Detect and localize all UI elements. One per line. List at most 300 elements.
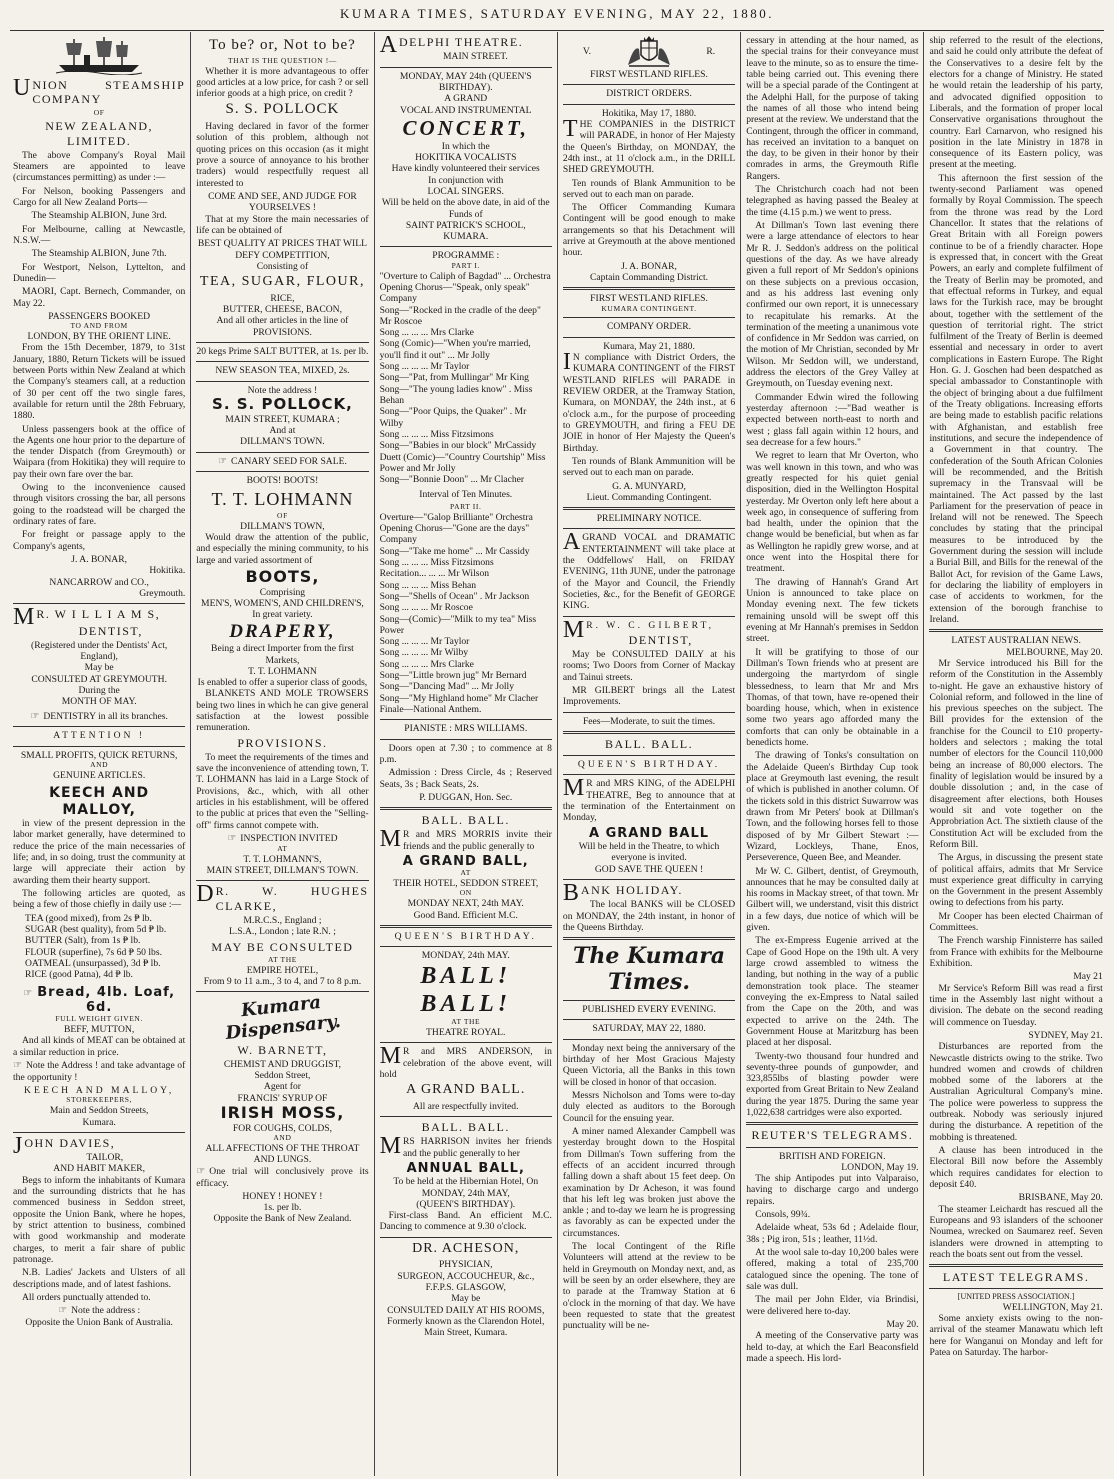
god-save: GOD SAVE THE QUEEN ! xyxy=(594,863,704,875)
r-letter: R. xyxy=(706,46,716,58)
union-text: MAORI, Capt. Bernech, Commander, on May 22. xyxy=(13,286,186,309)
bank-text: The local BANKS will be CLOSED on MONDAY, the 24th instant, in honor of the Queens Birthday. xyxy=(562,899,736,933)
programme-item: Song—"Pat, from Mullingar" Mr King xyxy=(379,372,529,384)
price-list xyxy=(13,913,185,981)
aus-text: The French warship Finnisterre has sailed from France with exhibits for the Melbourne Exhibition. xyxy=(929,935,1103,969)
aus-text: A clause has been introduced in the Electoral Bill now before the Assembly which requires candidates for election to deposit £40. xyxy=(929,1145,1103,1190)
harrison-text: RS HARRISON invites her friends and the public generally to her xyxy=(402,1136,552,1159)
programme-item: Song—"Take me home" ... Mr Cassidy xyxy=(379,545,530,557)
company-text: N compliance with District Orders, the KUMARA CONTINGENT of the FIRST WESTLAND RIFLES will PARADE in REVIEW ORDER, at the Tramway Station, Kumara, on MONDAY, the 24th inst., at 6 o'clock a.m., for the purpose of proceeding to GREYMOUTH, and firing a FEU DE JOIE in honor of Her Majesty the Queen's Birthday. xyxy=(562,352,736,454)
gilbert-text: MR GILBERT brings all the Latest Improvements. xyxy=(562,685,736,708)
telegram-text: The ship Antipodes put into Valparaiso, having to discharge cargo and undergo repairs. xyxy=(746,1173,919,1207)
queens-birthday: QUEEN'S BIRTHDAY. xyxy=(394,930,537,942)
programme-item: Song—"Babies in our block" MrCassidy xyxy=(379,440,537,452)
programme-item: Duett (Comic)—"Country Courtship" Miss Power and Mr Jolly xyxy=(379,451,546,474)
honey: HONEY ! HONEY ! xyxy=(242,1190,323,1202)
note-address: Note the address ! xyxy=(247,384,318,396)
union-text: The above Company's Royal Mail Steamers are appointed to leave (circumstances permitting) as under :— xyxy=(13,149,186,184)
union-text: For Melbourne, calling at Newcastle, N.S.W.— xyxy=(13,223,186,246)
news-text: Twenty-two thousand four hundred and seventy-three pounds of gunpowder, and 323,855lbs of blasting powder were exported from Great Britain to New Zealand during the year 1875. During the same year 1,022,638 cartridges were also exported. xyxy=(746,1050,919,1119)
theatre-royal: THEATRE ROYAL. xyxy=(426,1027,506,1039)
and: AND xyxy=(273,1133,292,1143)
kumara-contingent: KUMARA CONTINGENT. xyxy=(601,303,697,313)
price-item: FLOUR (superfine), 7s 6d ₱ 50 lbs. xyxy=(25,946,162,958)
williams-text: (Registered under the Dentists' Act, England), xyxy=(31,639,168,662)
chemist: CHEMIST AND DRUGGIST, xyxy=(223,1058,342,1070)
ball-big: BALL! BALL! xyxy=(420,962,512,1017)
surgeon: SURGEON, ACCOUCHEUR, &c., xyxy=(397,1270,535,1282)
dateline: LONDON, May 19. xyxy=(841,1161,919,1173)
attention-heading: ATTENTION ! xyxy=(53,730,146,742)
williams-dentist: DENTIST, xyxy=(78,623,143,638)
provisions: PROVISIONS. xyxy=(252,326,312,338)
genuine-articles: GENUINE ARTICLES. xyxy=(53,769,146,781)
davies-title: OHN DAVIES, xyxy=(24,1135,116,1150)
news-text: The ex-Empress Eugenie arrived at the Cape of Good Hope on the 19th ult. A very large crowd assembled to witness the landing, but nothing in the way of a public demonstration took place. The steamer conveying the ex-Empress to Natal sailed from the Cape on the 20th, and was expected to arrive on the 24th. The Government House at Maritzburg has been placed at her disposal. xyxy=(746,935,919,1049)
opposite-bank: Opposite the Bank of New Zealand. xyxy=(213,1213,352,1225)
full-weight: FULL WEIGHT GIVEN. xyxy=(55,1014,143,1024)
column-2: To be? or, Not to be? THAT IS THE QUESTION !— Whether it is more advantageous to offer good articles at a low price, for cash ? or sell inferior goods at a high price, on credit ? S. S. POLLOCK Having declared in favor of the former solution of this problem, although not quoting prices on this occasion (as it might prove a source of annoyance to his brother traders) would respectfully request all interested to COME AND SEE, AND JUDGE FOR YOURSELVES ! That at my Store the main necessaries of life can be obtained of BEST QUALITY AT PRICES THAT WILL DEFY COMPETITION, Consisting of TEA, SUGAR, FLOUR, RICE, BUTTER, CHEESE, BACON, And all other articles in the line of PROVISIONS. 20 kegs Prime SALT BUTTER, at 1s. per lb. NEW SEASON TEA, MIXED, 2s. Note the address ! S. S. POLLOCK, MAIN STREET, KUMARA ; And at DILLMAN'S TOWN. ☞ CANARY SEED FOR SALE. BOOTS! BOOTS! T. T. LOHMANN OF DILLMAN'S TOWN, Would draw the attention of the public, and especially the mining community, to his large and varied assortment of BOOTS, Comprising MEN'S, WOMEN'S, AND CHILDREN'S, In great variety. DRAPERY, Being a direct Importer from the first Markets, T. T. LOHMANN Is enabled to offer a superior class of goods, BLANKETS AND MOLE TROWSERS being two lines in which he can give general satisfaction at the lowest possible remuneration. PROVISIONS. To meet the requirements of the times and save the inconvenience of attending town, T. T. LOHMANN has laid in a Large Stock of Provisions, &c., which, with all other articles in his establishment, will be offered to the public at prices that even the "Selling-off" firms cannot compete with. ☞ INSPECTION INVITED AT T. T. LOHMANN'S, MAIN STREET, DILLMAN'S TOWN. D R. W. HUGHES CLARKE, M.R.C.S., England ; L.S.A., London ; late R.N. ; MAY BE CONSULTED AT THE EMPIRE HOTEL, From 9 to 11 a.m., 3 to 4, and 7 to 8 p.m. Kumara Dispensary. W. BARNETT, CHEMIST AND DRUGGIST, Seddon Street, Agent for FRANCIS' SYRUP OF IRISH MOSS, FOR COUGHS, COLDS, AND ALL AFFECTIONS OF THE THROAT AND LUNGS. ☞ One trial will conclusively prove its efficacy. HONEY ! HONEY ! 1s. per lb. Opposite the Bank of New Zealand. xyxy=(191,32,374,1476)
v-letter: V. xyxy=(582,46,591,58)
williams-text: CONSULTED AT GREYMOUTH. xyxy=(31,673,167,685)
gilbert-text: May be CONSULTED DAILY at his rooms; Two Doors from Corner of Mackay and Tainui streets. xyxy=(562,649,736,683)
main-dillman: MAIN STREET, DILLMAN'S TOWN. xyxy=(206,865,359,876)
passengers-sub: TO AND FROM xyxy=(70,321,128,331)
mens-womens: MEN'S, WOMEN'S, AND CHILDREN'S, xyxy=(201,598,364,610)
provisions-title: PROVISIONS. xyxy=(237,735,328,750)
lohmanns: T. T. LOHMANN'S, xyxy=(243,853,322,865)
dateline: SYDNEY, May 21. xyxy=(1028,1029,1103,1041)
barnett: W. BARNETT, xyxy=(237,1042,328,1057)
union-text: For Nelson, booking Passengers and Cargo for all New Zealand Ports— xyxy=(13,185,186,209)
their-hotel: THEIR HOTEL, SEDDON STREET, xyxy=(393,878,539,890)
come-see: COME AND SEE, AND JUDGE FOR YOURSELVES ! xyxy=(208,191,357,214)
steamship-icon xyxy=(54,35,144,75)
at-the: AT THE xyxy=(451,1017,481,1027)
price-item: SUGAR (best quality), from 5d ₱ lb. xyxy=(25,923,167,935)
district-orders: DISTRICT ORDERS. xyxy=(606,88,692,100)
news-text: It will be gratifying to those of our Dillman's Town friends who at present are undergoing the martyrdom of single blessedness, to learn that Mr and Mrs Thomas, of that town, have re-opened their boarding house, which, when in existence some two years ago afforded many the comforts that can only be obtainable in a benedicts home. xyxy=(746,646,919,749)
irish-moss: IRISH MOSS, xyxy=(220,1103,345,1123)
conjunction: In conjunction with xyxy=(428,174,504,186)
editorial-text: Messrs Nicholson and Toms were to-day duly elected as auditors to the Borough Council for the ensuing year. xyxy=(562,1090,736,1124)
consisting: Consisting of xyxy=(256,260,309,272)
lohmann-title: T. T. LOHMANN xyxy=(211,488,354,509)
aus-text: Disturbances are reported from the Newcastle districts owing to the strike. Two hundred women and crowds of children mobbed some of the laborers at the Australian Agricultural Company's mine. The police were powerless to suppress the outbreak. Nobody was seriously injured during the disturbance. A repetition of the mobbing is threatened. xyxy=(929,1041,1103,1143)
dateline: WELLINGTON, May 21. xyxy=(1002,1301,1103,1313)
munyard-title: Lieut. Commanding Contingent. xyxy=(586,491,712,503)
programme-item: Song ... ... ... Miss Fitzsimons xyxy=(379,556,494,568)
boots-title: BOOTS, xyxy=(245,566,320,586)
aus-text: The steamer Leichardt has rescued all the Europeans and 93 islanders of the schooner Noumea, wrecked on Saumarez reef. Seven islanders were drowned in attempting to reach the boats sent out from the vessel. xyxy=(929,1203,1103,1260)
united-press: [UNITED PRESS ASSOCIATION.] xyxy=(957,1292,1075,1302)
latest-australian: LATEST AUSTRALIAN NEWS. xyxy=(951,635,1081,647)
agent-location: Greymouth. xyxy=(139,587,186,599)
programme-item: Opening Chorus—"Gone are the days" Company xyxy=(379,523,530,546)
pointing-hand-icon: ☞ xyxy=(23,987,34,999)
pointing-hand-icon: ☞ xyxy=(218,455,227,467)
programme-item: Recitation... ... ... Mr Wilson xyxy=(379,568,490,580)
ball-heading: BALL. BALL. xyxy=(604,737,694,751)
monday-24: MONDAY, 24th MAY. xyxy=(421,950,510,962)
newspaper-page xyxy=(8,32,1108,1476)
pointing-hand-icon: ☞ xyxy=(30,710,40,722)
dateline: May 20. xyxy=(886,1318,919,1330)
duggan: P. DUGGAN, Hon. Sec. xyxy=(419,791,513,803)
agent-for: Agent for xyxy=(263,1081,301,1093)
davies-text: Begs to inform the inhabitants of Kumara and the surrounding districts that he has commenced business in Seddon street, opposite the Union Bank, where he hopes, by strict attention to business, combined with good workmanship and moderate charges, to merit a fair share of public patronage. xyxy=(13,1174,186,1265)
dillmans: DILLMAN'S TOWN. xyxy=(240,436,325,448)
empire-hotel: EMPIRE HOTEL, xyxy=(246,964,319,976)
aus-text: Mr Service introduced his Bill for the reform of the Constitution in the Assembly to-night. He gave an exhaustive history of Colonial reform, and followed in the line of his previous speeches on the subject. The Bill provides for the extension of the franchise for the Council to £10 property-holders and selectors ; making the total number of electors for the Council 110,000 being an increase of 80,000 electors. The finality of legislation would be insured by a double dissolution ; and, in the case of disagreement after elections, both Houses would sit and vote together on the Approbriation Act. The sixtieth clause of the Constitution Act will be excluded from the Reform Bill. xyxy=(929,657,1103,850)
volunteered: Have kindly volunteered their services xyxy=(391,163,540,175)
small-profits: SMALL PROFITS, QUICK RETURNS, xyxy=(20,749,178,761)
column-6 xyxy=(924,32,1107,1476)
at-the: AT THE xyxy=(267,954,297,964)
tobe-text: Whether it is more advantageous to offer good articles at a low price, for cash ? or sell inferior goods at a high price, on credit ? xyxy=(196,65,369,100)
programme-item: Song—"Shells of Ocean" . Mr Jackson xyxy=(379,590,530,602)
held-text: Will be held on the above date, in aid of the Funds of xyxy=(381,197,550,220)
davies-note: Note the address : xyxy=(71,1305,141,1317)
order-date: Hokitika, May 17, 1880. xyxy=(601,107,697,119)
orders-text: HE COMPANIES in the DISTRICT will PARADE, in honor of Her Majesty the Queen's Birthday, on MONDAY, the 24th inst., at 11 o'clock a.m., in the DRILL SHED GREYMOUTH. xyxy=(562,118,736,176)
of: OF xyxy=(277,510,288,520)
union-text: The Steamship ALBION, June 3rd. xyxy=(31,210,167,222)
williams-text: May be xyxy=(84,662,114,674)
programme-item: Song ... ... ... Mr Roscoe xyxy=(379,602,473,614)
programme-item: Song (Comic)—"When you're married, you'll find it out" ... Mr Jolly xyxy=(379,338,531,361)
munyard-sign: G. A. MUNYARD, xyxy=(612,480,686,492)
pollock-title: S. S. POLLOCK xyxy=(225,101,340,118)
order-date-2: Kumara, May 21, 1880. xyxy=(603,340,695,352)
consulted: MAY BE CONSULTED xyxy=(211,939,354,954)
column-5 xyxy=(741,32,924,1476)
latest-telegrams: LATEST TELEGRAMS. xyxy=(942,1270,1090,1285)
issue-date: SATURDAY, MAY 22, 1880. xyxy=(592,1023,706,1035)
keech-text: The following articles are quoted, as being a few of those chiefly in daily use :— xyxy=(13,888,186,911)
williams-branches: DENTISTRY in all its branches. xyxy=(43,710,168,722)
preliminary-notice: PRELIMINARY NOTICE. xyxy=(596,513,702,525)
programme-item: "Overture to Caliph of Bagdad" ... Orchestra xyxy=(379,270,551,282)
reuters-heading: REUTER'S TELEGRAMS. xyxy=(751,1128,914,1143)
doors-text: Doors open at 7.30 ; to commence at 8 p.m. xyxy=(379,742,552,765)
all-invited: All are respectfully invited. xyxy=(412,1100,519,1112)
editorial-text: A miner named Alexander Campbell was yesterday brought down to the Hospital from Dillman's Town suffering from the effects of an accident incurred through falling down a shaft about 15 feet deep. On examination by Dr Acheson, it was found that his left leg was broken just above the ankle ; and to-day we learn he is progressing as favorably as can be expected under the circumstances. xyxy=(562,1125,736,1239)
telegram-text: The mail per John Elder, via Brindisi, were delivered here to-day. xyxy=(746,1294,919,1317)
royal-crest-icon xyxy=(624,35,674,69)
boots-heading: BOOTS! BOOTS! xyxy=(246,475,319,487)
bank-holiday: ANK HOLIDAY. xyxy=(580,882,683,897)
dateline: MELBOURNE, May 20. xyxy=(1006,646,1103,658)
price-item: TEA (good mixed), from 2s ₱ lb. xyxy=(25,912,152,924)
published: PUBLISHED EVERY EVENING. xyxy=(582,1004,716,1016)
programme-item: Song—"My Highland home" Mr Clacher xyxy=(379,692,539,704)
price-item: RICE (good Patna), 4d ₱ lb. xyxy=(25,969,133,981)
news-text: cessary in attending at the hour named, as the special trains for their conveyance must leave to the minute, so as to ensure the time-table being carried out. This evening there will be a special parade of the Contingent at the Adelphi Hall, for the purpose of taking the names of all those who intend being present at the review. We understand that the Contingent, through the officer in command, has received an invitation to a banquet on the day, to be given in their honor by their comrades in arms, the Greymouth Rifle Rangers. xyxy=(746,35,919,182)
bonar-sign: J. A. BONAR, xyxy=(621,260,677,272)
hibernian: To be held at the Hibernian Hotel, On MONDAY, 24th MAY, xyxy=(393,1176,539,1199)
programme-item: Song—"Little brown jug" Mr Bernard xyxy=(379,670,527,682)
union-of: OF xyxy=(93,107,105,117)
st-patrick: SAINT PATRICK'S SCHOOL, xyxy=(405,219,526,231)
programme-item: Overture—"Galop Brilliante" Orchestra xyxy=(379,511,533,523)
formerly: Formerly known as the Clarendon Hotel, Main Street, Kumara. xyxy=(387,1315,545,1339)
agent-name: NANCARROW and CO., xyxy=(49,576,149,588)
programme-item: Song ... ... ... Miss Behan xyxy=(379,579,477,591)
news-text: At Dillman's Town last evening there were a large attendance of electors to hear Mr R. J. Seddon's address on the political questions of the day. As we have already given a full report of Mr Seddon's opinions on these subjects on a previous occasion, and as his address last evening only confirmed our own report, it is unnecessary to recapitulate his remarks. At the termination of the meeting a unanimous vote of confidence in Mr Seddon was carried, on the motion of Mr Christian, seconded by Mr Wilson. Mr Seddon will, we understand, address the electors of the Grey Valley at Greymouth, on Tuesday evening next. xyxy=(746,220,919,390)
at: AT xyxy=(460,868,471,878)
masthead: KUMARA TIMES, SATURDAY EVENING, MAY 22, 1880. xyxy=(340,6,774,21)
pollock-text: That at my Store the main necessaries of life can be obtained of xyxy=(196,213,369,236)
butter-cheese: BUTTER, CHEESE, BACON, xyxy=(222,304,343,316)
davies-text: All orders punctually attended to. xyxy=(22,1291,151,1303)
anderson-text: R and MRS ANDERSON, in celebration of the above event, will hold xyxy=(379,1046,552,1080)
main-street: MAIN STREET. xyxy=(442,51,508,63)
tea-sugar-flour: TEA, SUGAR, FLOUR, xyxy=(199,274,365,290)
at: AT xyxy=(277,843,288,853)
pointing-hand-icon: ☞ xyxy=(13,1059,22,1071)
good-band: Good Band. Efficient M.C. xyxy=(413,909,518,921)
gilbert-title: R. W. C. GILBERT, xyxy=(586,619,715,631)
hokitika-vocalists: HOKITIKA VOCALISTS xyxy=(415,151,517,163)
monday-date: MONDAY, MAY 24th (QUEEN'S BIRTHDAY). xyxy=(399,70,532,93)
davies-text: N.B. Ladies' Jackets and Ulsters of all descriptions made, and of latest fashions. xyxy=(13,1267,186,1290)
francis: FRANCIS' SYRUP OF xyxy=(237,1092,328,1104)
clarke-mrcs: M.R.C.S., England ; xyxy=(243,914,322,926)
admission-text: Admission : Dress Circle, 4s ; Reserved Seats, 3s ; Back Seats, 2s. xyxy=(379,767,552,790)
affections: ALL AFFECTIONS OF THE THROAT AND LUNGS. xyxy=(205,1143,360,1166)
storekeepers: STOREKEEPERS, xyxy=(66,1095,133,1105)
passengers-text: Owing to the inconvenience caused through visitors crossing the bar, all persons going to the roadstead will be charged the ordinary rates of fare. xyxy=(13,482,186,527)
pointing-hand-icon: ☞ xyxy=(227,833,237,845)
provisions-text: To meet the requirements of the times and save the inconvenience of attending town, T. T. LOHMANN has laid in a Large Stock of Provisions, &c., which, with all other articles in his establishment, will be offered to the public at prices that even the "Selling-off" firms cannot compete with. xyxy=(196,751,369,831)
news-text: ship referred to the result of the elections, and said he could only attribute the defeat of the Conservatives to a desire felt by the electors for a change of Ministry. He stated he would retain the leadership of his party, and advocated dignified opposition to Liberals, and the formation of proper local Conservative organisations throughout the country. Earl Carnarvon, who resigned his position in the late Ministry in 1878 in consequence of its Eastern policy, was present at the meeting. xyxy=(929,35,1103,171)
beef-mutton: BEFF, MUTTON, xyxy=(64,1024,135,1036)
keech-signature: KEECH AND MALLOY, xyxy=(24,1085,175,1097)
union-text: For Westport, Nelson, Lyttelton, and Dunedin— xyxy=(13,261,186,284)
keech-town: Kumara. xyxy=(82,1116,116,1128)
part-1: PART I. xyxy=(451,260,480,270)
programme-item: Opening Chorus—"Speak, only speak" Company xyxy=(379,281,530,305)
pianiste: PIANISTE : MRS WILLIAMS. xyxy=(404,723,528,735)
union-nz: NEW ZEALAND, LIMITED. xyxy=(45,119,154,148)
programme-item: Song ... ... ... Mr Wilby xyxy=(379,647,469,659)
bread-price: Bread, 4lb. Loaf, 6d. xyxy=(37,984,176,1015)
programme-item: Song—"The young ladies know" . Miss Behan xyxy=(379,383,533,407)
davies-habit: AND HABIT MAKER, xyxy=(53,1163,146,1175)
aus-text: The Argus, in discussing the present state of political affairs, admits that Mr Service must experience great difficulty in carrying on the Government in the present Assembly owing to defections from his party. xyxy=(929,852,1103,909)
telegram-text: Some anxiety exists owing to the non-arrival of the steamer Manawatu which left here for Wanganui on Monday and left for Patea on Saturday. The harbor- xyxy=(929,1313,1103,1358)
column-1: UNION STEAMSHIP COMPANY OF NEW ZEALAND, LIMITED. The above Company's Royal Mail Steamers are appointed to leave (circumstances permitting) as under :— For Nelson, booking Passengers and Cargo for all New Zealand Ports— The Steamship ALBION, June 3rd. For Melbourne, calling at Newcastle, N.S.W.— The Steamship ALBION, June 7th. For Westport, Nelson, Lyttelton, and Dunedin— MAORI, Capt. Bernech, Commander, on May 22. PASSENGERS BOOKED TO AND FROM LONDON, BY THE ORIENT LINE. From the 15th December, 1879, to 31st January, 1880, Return Tickets will be issued between Ports within New Zealand at which the Company's steamers call, at a reduction of 30 per cent off the two single fares, available for return until the 28th February, 1880. Unless passengers book at the office of the Agents one hour prior to the departure of the tender Dispatch (from Greymouth) or Waipara (from Hokitika) they will require to pay their own fare over the bar. Owing to the inconvenience caused through visitors crossing the bar, all persons going to the roadstead will be charged the ordinary rates of fare. For freight or passage apply to the Company's agents, J. A. BONAR, Hokitika. NANCARROW and CO., Greymouth. M R. W I L L I A M S, DENTIST, (Registered under the Dentists' Act, England), May be CONSULTED AT GREYMOUTH. During the MONTH OF MAY. ☞ DENTISTRY in all its branches. ATTENTION ! SMALL PROFITS, QUICK RETURNS, AND GENUINE ARTICLES. KEECH AND MALLOY, in view of the present depression in the labor market generally, have determined to reduce the price of the main necessaries of life; and, in so doing, trust the community at large will appreciate their action by awarding them their hearty support. The following articles are quoted, as being a few of those chiefly in daily use :— TEA (good mixed), from 2s ₱ lb. SUGAR (best quality), from 5d ₱ lb. BUTTER (Salt), from 1s ₱ lb. FLOUR (superfine), 7s 6d ₱ 50 lbs. OATMEAL (unsurpassed), 3d ₱ lb. RICE (good Patna), 4d ₱ lb. ☞ Bread, 4lb. Loaf, 6d. FULL WEIGHT GIVEN. BEFF, MUTTON, And all kinds of MEAT can be obtained at a similar reduction in price. ☞ Note the Address ! and take advantage of the opportunity ! KEECH AND MALLOY, STOREKEEPERS, Main and Seddon Streets, Kumara. JOHN DAVIES, TAILOR, AND HABIT MAKER, Begs to inform the inhabitants of Kumara and the surrounding districts that he has commenced business in Seddon street, opposite the Union Bank, where he hopes, by strict attention to business, combined with good workmanship and moderate charges, to merit a fair share of public patronage. N.B. Ladies' Jackets and Ulsters of all descriptions made, and of latest fashions. All orders punctually attended to. ☞ Note the address : Opposite the Union Bank of Australia. xyxy=(8,32,191,1476)
passengers-text: Unless passengers book at the office of the Agents one hour prior to the departure of the tender Dispatch (from Greymouth) or Waipara (from Hokitika) they will require to pay their own fare over the bar. xyxy=(13,423,186,480)
programme-item: Song ... ... ... Miss Fitzsimons xyxy=(379,428,494,440)
aus-text: Mr Cooper has been elected Chairman of Committees. xyxy=(929,910,1103,934)
british-foreign: BRITISH AND FOREIGN. xyxy=(779,1150,886,1162)
held-theatre: Will be held in the Theatre, to which everyone is invited. xyxy=(578,841,720,864)
news-text: Commander Edwin wired the following yesterday afternoon :—"Bad weather is expected between north-east to north and west ; glass fall again within 12 hours, and sea decrease for a few hours." xyxy=(746,391,919,448)
agent-location: Hokitika. xyxy=(149,565,186,577)
tobe-heading: To be? or, Not to be? xyxy=(209,37,356,53)
one-trial: One trial will conclusively prove its efficacy. xyxy=(196,1165,369,1189)
news-text: This afternoon the first session of the twenty-second Parliament was opened formally by Royal Commission. The speech from the throne was read by the Lord Chancellor. It states that the relations of Great Britain with all Foreign powers continue to be of a friendly character. Hope is expressed that, in concert with the Great Powers, an early and complete fulfilment of the Treaty of Berlin may be promoted, and that effectual reforms in Turkey, and equal laws for the Turkish race, may be brought about, together with the settlement of the question of territorial right. The strict fulfilment of the Treaty of Berlin is deemed essential and necessary in order to avert complications in Eastern Europe. The Right Hon. G. J. Goschen had been despatched as special ambassador to Constantinople with the object of bringing about a due fulfilment of the Treaty obligations. Increasing efforts are being made to establish pacific relations with Afghanistan, and establish free institutions, and secure the independence of a Government in that country. The confederation of the South African Colonies will be recommended, and the British supremacy in the Transvaal will be maintained. The Act passed by the last Parliament for the preservation of peace in Ireland will not be renewed. The Speech concludes by stating that the principal measures to be introduced by the Government during the session will include a Burial Bill, and Bills for the renewal of the Ballot Act, for revision of the Game Laws, for declaring the liability of employers in case of accidents to workmen, for the extension of the borough franchise to Ireland. xyxy=(929,172,1103,625)
orient-line: LONDON, BY THE ORIENT LINE. xyxy=(27,331,171,342)
editorial-text: Monday next being the anniversary of the birthday of her Most Gracious Majesty Queen Victoria, all the Banks in this town will be closed in honor of that occasion. xyxy=(562,1042,736,1088)
prelim-text: GRAND VOCAL and DRAMATIC ENTERTAINMENT will take place at the Oddfellows' Hall, on FRIDAY EVENING, 11th JUNE, under the patronage of the Mayor and Council, the Friendly Societies, &c., for the Benefit of GEORGE KING. xyxy=(562,532,736,612)
adelphi-title: DELPHI THEATRE. xyxy=(398,35,524,49)
salt-butter: 20 kegs Prime SALT BUTTER, at 1s. per lb. xyxy=(196,345,369,357)
programme-part-2 xyxy=(380,512,552,716)
drapery-title: DRAPERY, xyxy=(229,620,336,642)
programme: PROGRAMME : xyxy=(432,250,500,262)
passengers-text: From the 15th December, 1879, to 31st January, 1880, Return Tickets will be issued between Ports within New Zealand at which the Company's steamers call, at a reduction of 30 per cent off the two single fares, available for return until the 28th February, 1880. xyxy=(13,342,186,422)
news-text: The drawing of Tonks's consultation on the Adelaide Queen's Birthday Cup took place at Greymouth last evening, the result of which is published in another column. Of the tickets sold in this district Suwarrow was drawn from Mr Peters' book at Dillman's Town, and the following horses fell to those disposed of by Mr Gilbert Stewart :—Wizard, Lockleys, Thane, Enos, Perseverence, Queen Bee, and Meander. xyxy=(746,750,919,864)
masthead-rule xyxy=(10,30,1104,31)
programme-item: Song—"Rocked in the cradle of the deep" Mr Roscoe xyxy=(379,304,541,327)
acheson-title: DR. ACHESON, xyxy=(412,1240,520,1256)
inspection: INSPECTION INVITED xyxy=(240,833,338,845)
physician: PHYSICIAN, xyxy=(438,1259,493,1271)
rifles-title-2: FIRST WESTLAND RIFLES. xyxy=(590,293,708,305)
pointing-hand-icon: ☞ xyxy=(196,1165,206,1177)
queens-paren: (QUEEN'S BIRTHDAY). xyxy=(416,1198,516,1210)
in-which: In which the xyxy=(441,140,490,152)
orders-text: The Officer Commanding Kumara Contingent will be good enough to make arrangements so that his Detachment will arrive at Greymouth at the above mentioned hour. xyxy=(562,202,736,259)
paper-title: The Kumara Times. xyxy=(573,943,726,996)
company-text: Ten rounds of Blank Ammunition will be served out to each man on parade. xyxy=(562,455,736,479)
grand-ball: A GRAND BALL, xyxy=(402,853,529,869)
note-address: Note the Address ! and take advantage of the opportunity ! xyxy=(13,1059,186,1083)
pointing-hand-icon: ☞ xyxy=(58,1305,68,1317)
news-text: Mr W. C. Gilbert, dentist, of Greymouth, announces that he may be consulted daily at his rooms in Mackay street, of that town. Mr Gilbert will, we understand, visit this district in a few days, due notice of which will be given. xyxy=(746,865,919,934)
comprising: Comprising xyxy=(259,586,306,598)
consulted-daily: CONSULTED DAILY AT HIS ROOMS, xyxy=(387,1304,545,1316)
column-4: V. R. FIRST WESTLAND RIFLES. DISTRICT ORDERS. Hokitika, May 17, 1880. THE COMPANIES in the DISTRICT will PARADE, in honor of Her Majesty the Queen's Birthday, on MONDAY, the 24th inst., at 11 o'clock a.m., in the DRILL SHED GREYMOUTH. Ten rounds of Blank Ammunition to be served out to each man on parade. The Officer Commanding Kumara Contingent will be good enough to make arrangements so that his Detachment will arrive at Greymouth at the above mentioned hour. J. A. BONAR, Captain Commanding District. FIRST WESTLAND RIFLES. KUMARA CONTINGENT. COMPANY ORDER. Kumara, May 21, 1880. I N compliance with District Orders, the KUMARA CONTINGENT of the FIRST WESTLAND RIFLES will PARADE in REVIEW ORDER, at the Tramway Station, Kumara, on MONDAY, the 24th inst., at 6 o'clock a.m., for the purpose of proceeding to GREYMOUTH, and firing a FEU DE JOIE in honor of Her Majesty the Queen's Birthday. Ten rounds of Blank Ammunition will be served out to each man on parade. G. A. MUNYARD, Lieut. Commanding Contingent. PRELIMINARY NOTICE. AGRAND VOCAL and DRAMATIC ENTERTAINMENT will take place at the Oddfellows' Hall, on FRIDAY EVENING, 11th JUNE, under the patronage of the Mayor and Council, the Friendly Societies, &c., for the Benefit of GEORGE KING. M R. W. C. GILBERT, DENTIST, May be CONSULTED DAILY at his rooms; Two Doors from Corner of Mackay and Tainui streets. MR GILBERT brings all the Latest Improvements. Fees—Moderate, to suit the times. BALL. BALL. QUEEN'S BIRTHDAY. M R and MRS KING, of the ADELPHI THEATRE, Beg to announce that at the termination of the Entertainment on Monday, A GRAND BALL Will be held in the Theatre, to which everyone is invited. GOD SAVE THE QUEEN ! BANK HOLIDAY. The local BANKS will be CLOSED on MONDAY, the 24th instant, in honor of the Queens Birthday. The Kumara Times. PUBLISHED EVERY EVENING. SATURDAY, MAY 22, 1880. Monday next being the anniversary of the birthday of her Most Gracious Majesty Queen Victoria, all the Banks in this town will be closed in honor of that occasion. Messrs Nicholson and Toms were to-day duly elected as auditors to the Borough Council for the ensuing year. A miner named Alexander Campbell was yesterday brought down to the Hospital from Dillman's Town suffering from the effects of an accident incurred through falling down a shaft about 15 feet deep. On examination by Dr Acheson, it was found that his left leg was broken just above the ankle ; and to-day we learn he is progressing as favorably as can be expected under the circumstances. The local Contingent of the Rifle Volunteers will attend at the review to be held in Greymouth on Monday next, and, as will be seen by an order elsewhere, they are to parade at the Tramway Station at 6 o'clock in the morning of that day. We have been requested to state that the greatest punctuality will be ne- xyxy=(558,32,741,1476)
telegram-text: Adelaide wheat, 53s 6d ; Adelaide flour, 38s ; Pig iron, 51s ; leather, 11½d. xyxy=(746,1222,919,1245)
beef-text: And all kinds of MEAT can be obtained at a similar reduction in price. xyxy=(13,1035,186,1058)
news-text: The drawing of Hannah's Grand Art Union is announced to take place on Monday evening next. The few tickets remaining unsold will be swept off this evening at Mr Hannah's premises in Seddon street. xyxy=(746,576,919,645)
keech-title: KEECH AND MALLOY, xyxy=(49,785,150,818)
programme-item: Song—"Bonnie Doon" ... Mr Clacher xyxy=(379,474,525,486)
and-at: And at xyxy=(269,424,296,436)
programme-item: Song ... ... ... Mrs Clarke xyxy=(379,658,474,670)
company-order: COMPANY ORDER. xyxy=(607,321,692,333)
williams-title: R. W I L L I A M S, xyxy=(36,607,161,622)
a-grand: A GRAND xyxy=(444,93,488,105)
kumara: KUMARA. xyxy=(443,231,489,243)
programme-part-1 xyxy=(380,271,552,486)
enabled: Is enabled to offer a superior class of goods, xyxy=(197,677,368,689)
and-text: AND xyxy=(90,759,109,769)
king-text: R and MRS KING, of the ADELPHI THEATRE, Beg to announce that at the termination of the Entertainment on Monday, xyxy=(562,778,736,824)
morris-text: R and MRS MORRIS invite their friends and the public generally to xyxy=(402,829,552,852)
dillmans-town: DILLMAN'S TOWN, xyxy=(240,520,325,532)
blankets-text: BLANKETS AND MOLE TROWSERS being two lines in which he can give general satisfaction at the lowest possible remuneration. xyxy=(196,688,369,734)
programme-item: Song—"Dancing Mad" ... Mr Jolly xyxy=(379,681,515,693)
interval: Interval of Ten Minutes. xyxy=(419,488,513,500)
column-3: ADELPHI THEATRE. MAIN STREET. MONDAY, MAY 24th (QUEEN'S BIRTHDAY). A GRAND VOCAL AND INSTRUMENTAL CONCERT, In which the HOKITIKA VOCALISTS Have kindly volunteered their services In conjunction with LOCAL SINGERS. Will be held on the above date, in aid of the Funds of SAINT PATRICK'S SCHOOL, KUMARA. PROGRAMME : PART I. "Overture to Caliph of Bagdad" ... Orchestra Opening Chorus—"Speak, only speak" Company Song—"Rocked in the cradle of the deep" Mr Roscoe Song ... ... ... Mrs Clarke Song (Comic)—"When you're married, you'll find it out" ... Mr Jolly Song ... ... ... Mr Taylor Song—"Pat, from Mullingar" Mr King Song—"The young ladies know" . Miss Behan Song—"Poor Quips, the Quaker" . Mr Wilby Song ... ... ... Miss Fitzsimons Song—"Babies in our block" MrCassidy Duett (Comic)—"Country Courtship" Miss Power and Mr Jolly Song—"Bonnie Doon" ... Mr Clacher Interval of Ten Minutes. PART II. Overture—"Galop Brilliante" Orchestra Opening Chorus—"Gone are the days" Company Song—"Take me home" ... Mr Cassidy Song ... ... ... Miss Fitzsimons Recitation... ... ... Mr Wilson Song ... ... ... Miss Behan Song—"Shells of Ocean" . Mr Jackson Song ... ... ... Mr Roscoe Song—(Comic)—"Milk to my tea" Miss Power Song ... ... ... Mr Taylor Song ... ... ... Mr Wilby Song ... ... ... Mrs Clarke Song—"Little brown jug" Mr Bernard Song—"Dancing Mad" ... Mr Jolly Song—"My Highland home" Mr Clacher Finale—National Anthem. PIANISTE : MRS WILLIAMS. Doors open at 7.30 ; to commence at 8 p.m. Admission : Dress Circle, 4s ; Reserved Seats, 3s ; Back Seats, 2s. P. DUGGAN, Hon. Sec. BALL. BALL. M R and MRS MORRIS invite their friends and the public generally to A GRAND BALL, AT THEIR HOTEL, SEDDON STREET, ON MONDAY NEXT, 24th MAY. Good Band. Efficient M.C. QUEEN'S BIRTHDAY. MONDAY, 24th MAY. BALL! BALL! AT THE THEATRE ROYAL. M R and MRS ANDERSON, in celebration of the above event, will hold A GRAND BALL. All are respectfully invited. BALL. BALL. MRS HARRISON invites her friends and the public generally to her ANNUAL BALL, To be held at the Hibernian Hotel, On MONDAY, 24th MAY, (QUEEN'S BIRTHDAY). First-class Band. An efficient M.C. Dancing to commence at 9.30 o'clock. DR. ACHESON, PHYSICIAN, SURGEON, ACCOUCHEUR, &c., F.F.P.S. GLASGOW, May be CONSULTED DAILY AT HIS ROOMS, Formerly known as the Clarendon Hotel, Main Street, Kumara. xyxy=(375,32,558,1476)
seddon-street: Seddon Street, xyxy=(254,1070,311,1082)
pollock-text: Having declared in favor of the former solution of this problem, although not quoting prices on this occasion (as it might prove a source of annoyance to his brother traders) would respectfully request all interested to xyxy=(196,121,369,189)
monday-next: MONDAY NEXT, 24th MAY. xyxy=(407,898,524,910)
telegram-text: A meeting of the Conservative party was held to-day, at which the Earl Beaconsfield made a speech. His lord- xyxy=(746,1330,919,1364)
programme-item: Song ... ... ... Mr Taylor xyxy=(379,361,470,373)
agent-name: J. A. BONAR, xyxy=(71,553,127,565)
rice: RICE, xyxy=(270,292,295,304)
grand-ball: A GRAND BALL xyxy=(589,825,710,841)
coughs: FOR COUGHS, COLDS, xyxy=(232,1122,333,1134)
question-subheading: THAT IS THE QUESTION !— xyxy=(227,55,337,65)
honey-price: 1s. per lb. xyxy=(263,1202,302,1214)
keech-address: Main and Seddon Streets, xyxy=(49,1105,149,1117)
telegram-text: At the wool sale to-day 10,200 bales were offered, making a total of 235,700 catalogued since the opening. The tone of sale was dull. xyxy=(746,1247,919,1292)
programme-item: Song—(Comic)—"Milk to my tea" Miss Power xyxy=(379,613,537,636)
programme-item: Song—"Poor Quips, the Quaker" . Mr Wilby xyxy=(379,406,527,429)
ffps: F.F.P.S. GLASGOW, xyxy=(425,1281,506,1293)
annual-ball: ANNUAL BALL, xyxy=(406,1160,525,1176)
editorial-text: The local Contingent of the Rifle Volunteers will attend at the review to be held in Greymouth on Monday next, and, as will be seen by an order elsewhere, they are to parade at the Tramway Station at 6 o'clock in the morning of that day. We have been requested to state that the greatest punctuality will be ne- xyxy=(562,1241,736,1332)
queens-birthday: QUEEN'S BIRTHDAY. xyxy=(577,759,721,771)
variety: In great variety. xyxy=(252,609,313,621)
a-grand-ball: A GRAND BALL. xyxy=(406,1082,526,1098)
ball-heading: BALL. BALL. xyxy=(421,813,510,828)
ball-heading-2: BALL. BALL. xyxy=(421,1120,510,1135)
keech-text: in view of the present depression in the labor market generally, have determined to reduce the price of the main necessaries of life; and, in so doing, trust the community at large will appreciate their action by awarding them their hearty support. xyxy=(13,818,186,886)
davies-address: Opposite the Union Bank of Australia. xyxy=(25,1317,173,1329)
pollock-main: MAIN STREET, KUMARA ; xyxy=(225,413,340,425)
fees: Fees—Moderate, to suit the times. xyxy=(582,715,716,727)
telegram-text: Consols, 99¾. xyxy=(755,1209,811,1221)
clarke-title: R. W. HUGHES CLARKE, xyxy=(215,884,369,913)
davies-tailor: TAILOR, xyxy=(86,1152,124,1164)
dateline: BRISBANE, May 20. xyxy=(1018,1192,1103,1204)
programme-item: Song ... ... ... Mrs Clarke xyxy=(379,327,474,339)
all-other: And all other articles in the line of xyxy=(216,315,349,327)
williams-text: MONTH OF MAY. xyxy=(61,696,137,708)
aus-text: Mr Service's Reform Bill was read a first time in the Assembly last night without a division. The debate on the second reading will commence on Tuesday. xyxy=(929,982,1103,1028)
vocal: VOCAL AND INSTRUMENTAL xyxy=(399,104,532,116)
lohmann-text: Would draw the attention of the public, and especially the mining community, to his large and varied assortment of xyxy=(196,532,369,566)
programme-item: Song ... ... ... Mr Taylor xyxy=(379,636,470,648)
on: ON xyxy=(459,888,472,898)
clarke-lsa: L.S.A., London ; late R.N. ; xyxy=(229,926,336,938)
dispensary-title: Kumara Dispensary. xyxy=(224,992,343,1045)
orders-text: Ten rounds of Blank Ammunition to be served out to each man on parade. xyxy=(562,177,736,200)
pollock-signature: S. S. POLLOCK, xyxy=(212,394,353,413)
gilbert-dentist: DENTIST, xyxy=(628,632,693,647)
first-class: First-class Band. An efficient M.C. Dancing to commence at 9.30 o'clock. xyxy=(379,1210,552,1233)
rifles-title: FIRST WESTLAND RIFLES. xyxy=(590,69,708,80)
passengers-text: For freight or passage apply to the Company's agents, xyxy=(13,529,186,552)
may-be: May be xyxy=(451,1293,481,1305)
part-2: PART II. xyxy=(450,501,482,511)
news-text: The Christchurch coach had not been telegraphed as having passed the Bealey at the time (4.15 p.m.) we went to press. xyxy=(746,184,919,218)
bonar-title: Captain Commanding District. xyxy=(590,272,709,283)
lohmann-sign: T. T. LOHMANN xyxy=(248,665,317,677)
hours: From 9 to 11 a.m., 3 to 4, and 7 to 8 p.m. xyxy=(203,975,362,987)
union-title: NION STEAMSHIP COMPANY xyxy=(32,78,186,107)
dateline: May 21 xyxy=(1073,971,1103,983)
new-tea: NEW SEASON TEA, MIXED, 2s. xyxy=(215,365,350,377)
union-text: The Steamship ALBION, June 7th. xyxy=(31,248,167,260)
news-text: We regret to learn that Mr Overton, who was well known in this town, and who was greatly respected for his quiet genial disposition, died in the Wellington Hospital yesterday. Mr Overton only left here about a week ago, in consequence of suffering from bad health, under the opinion that the change would be beneficial, but when as far as Wellington he rapidly grew worse, and at once went into the Hospital there for treatment. xyxy=(746,450,919,575)
importer: Being a direct Importer from the first Markets, xyxy=(211,643,354,666)
local-singers: LOCAL SINGERS. xyxy=(427,185,504,197)
canary-seed: CANARY SEED FOR SALE. xyxy=(231,455,347,467)
price-item: OATMEAL (unsurpassed), 3d ₱ lb. xyxy=(25,957,161,969)
price-item: BUTTER (Salt), from 1s ₱ lb. xyxy=(25,935,141,947)
programme-item: Finale—National Anthem. xyxy=(379,704,482,716)
best-quality: BEST QUALITY AT PRICES THAT WILL DEFY COMPETITION, xyxy=(197,238,367,261)
